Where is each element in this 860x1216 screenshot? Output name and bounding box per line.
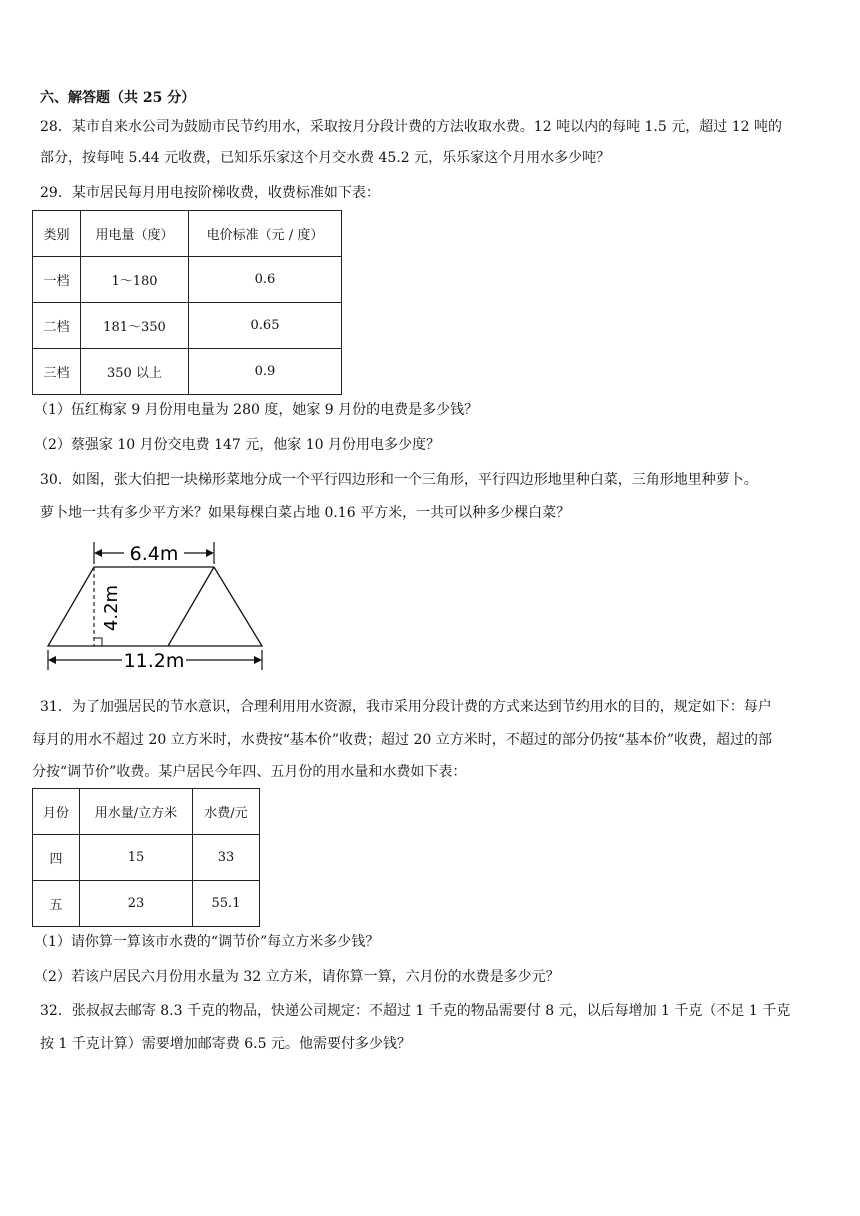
height-label: 4.2m — [101, 584, 122, 632]
top-dim-arrow-left — [94, 549, 102, 557]
table-cell: 0.6 — [189, 257, 342, 303]
trapezoid-figure — [40, 538, 280, 674]
table-cell: 二档 — [33, 303, 81, 349]
bottom-dim-arrow-right — [254, 656, 262, 664]
bottom-dim-arrow-left — [48, 656, 56, 664]
table-header-row — [33, 211, 342, 257]
table-header-cell: 水费/元 — [193, 789, 260, 835]
table-header-row — [33, 789, 260, 835]
table-cell: 三档 — [33, 349, 81, 395]
table-cell: 23 — [80, 881, 193, 927]
divider-line — [168, 567, 214, 646]
table-cell: 四 — [33, 835, 80, 881]
table-cell: 一档 — [33, 257, 81, 303]
table-header-cell: 电价标准（元 / 度） — [189, 211, 342, 257]
q31-sub2: （2）若该户居民六月份用水量为 32 立方米，请你算一算，六月份的水费是多少元？ — [34, 969, 560, 985]
section-title: 六、解答题（共 25 分） — [40, 90, 196, 106]
q28-text-line1: 28．某市自来水公司为鼓励市民节约用水，采取按月分段计费的方法收取水费。12 吨以内的每吨 1.5 元，超过 12 吨的 — [40, 119, 782, 135]
table-header-cell: 用水量/立方米 — [80, 789, 193, 835]
trapezoid-outline — [48, 567, 262, 646]
table-row — [33, 835, 260, 881]
table-cell: 15 — [80, 835, 193, 881]
q31-text-line1: 31．为了加强居民的节水意识，合理利用用水资源，我市采用分段计费的方式来达到节约用水的目的，规定如下：每户 — [40, 699, 772, 715]
q31-text-line2: 每月的用水不超过 20 立方米时，水费按“基本价”收费；超过 20 立方米时，不超过的部分仍按“基本价”收费，超过的部 — [32, 732, 773, 748]
q29-intro: 29．某市居民每月用电按阶梯收费，收费标准如下表： — [40, 185, 380, 201]
q31-sub1: （1）请你算一算该市水费的“调节价”每立方米多少钱？ — [34, 934, 380, 950]
table-row — [33, 349, 342, 395]
top-dim-arrow-right — [206, 549, 214, 557]
q32-text-line1: 32．张叔叔去邮寄 8.3 千克的物品，快递公司规定：不超过 1 千克的物品需要付 8 元，以后每增加 1 千克（不足 1 千克 — [40, 1003, 791, 1019]
table-header-cell: 类别 — [33, 211, 81, 257]
water-fee-table — [32, 788, 260, 927]
right-angle-mark — [94, 638, 102, 646]
table-cell: 181～350 — [81, 303, 189, 349]
top-length-label: 6.4m — [129, 543, 179, 565]
table-row — [33, 303, 342, 349]
electricity-price-table — [32, 210, 342, 395]
table-row — [33, 881, 260, 927]
q29-sub2: （2）蔡强家 10 月份交电费 147 元，他家 10 月份用电多少度？ — [34, 437, 440, 453]
q30-text-line1: 30．如图，张大伯把一块梯形菜地分成一个平行四边形和一个三角形，平行四边形地里种白菜，三角形地里种萝卜。 — [40, 472, 758, 488]
q31-text-line3: 分按“调节价”收费。某户居民今年四、五月份的用水量和水费如下表： — [32, 764, 467, 780]
table-row — [33, 257, 342, 303]
q29-sub1: （1）伍红梅家 9 月份用电量为 280 度，她家 9 月份的电费是多少钱？ — [34, 402, 479, 418]
q30-text-line2: 萝卜地一共有多少平方米？如果每棵白菜占地 0.16 平方米，一共可以种多少棵白菜？ — [40, 505, 571, 521]
q28-text-line2: 部分，按每吨 5.44 元收费，已知乐乐家这个月交水费 45.2 元，乐乐家这个月用水多少吨？ — [40, 150, 611, 166]
table-cell: 350 以上 — [81, 349, 189, 395]
table-cell: 五 — [33, 881, 80, 927]
table-cell: 33 — [193, 835, 260, 881]
table-cell: 55.1 — [193, 881, 260, 927]
q32-text-line2: 按 1 千克计算）需要增加邮寄费 6.5 元。他需要付多少钱？ — [40, 1036, 411, 1052]
table-cell: 0.65 — [189, 303, 342, 349]
table-header-cell: 用电量（度） — [81, 211, 189, 257]
table-header-cell: 月份 — [33, 789, 80, 835]
table-cell: 0.9 — [189, 349, 342, 395]
table-cell: 1～180 — [81, 257, 189, 303]
bottom-length-label: 11.2m — [123, 650, 185, 672]
